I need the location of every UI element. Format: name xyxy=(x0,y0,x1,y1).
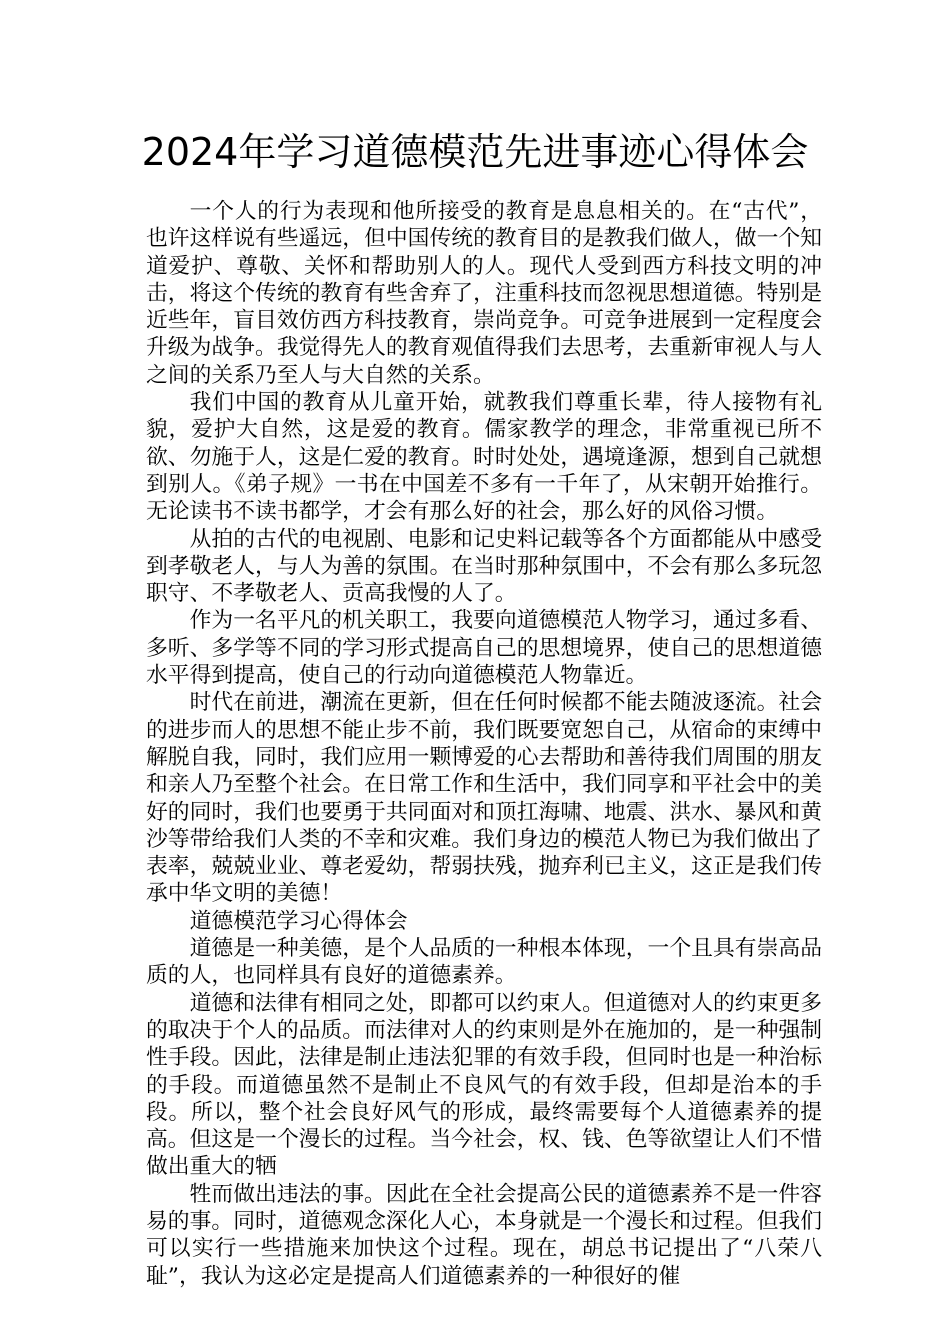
paragraph: 道德是一种美德，是个人品质的一种根本体现，一个且具有崇高品质的人，也同样具有良好的道德素养。 xyxy=(146,936,822,989)
document-title: 2024年学习道德模范先进事迹心得体会 xyxy=(141,130,809,174)
paragraph: 一个人的行为表现和他所接受的教育是息息相关的。在“古代”，也许这样说有些遥远，但中国传统的教育目的是教我们做人，做一个知道爱护、尊敬、关怀和帮助别人的人。现代人受到西方科技文明的冲击，将这个传统的教育有些舍弃了，注重科技而忽视思想道德。特别是近些年，盲目效仿西方科技教育，崇尚竞争。可竞争进展到一定程度会升级为战争。我觉得先人的教育观值得我们去思考，去重新审视人与人之间的关系乃至人与大自然的关系。 xyxy=(146,199,822,388)
paragraph: 从拍的古代的电视剧、电影和记史料记载等各个方面都能从中感受到孝敬老人，与人为善的氛围。在当时那种氛围中，不会有那么多玩忽职守、不孝敬老人、贡高我慢的人了。 xyxy=(146,526,822,607)
document-body xyxy=(146,198,822,1290)
paragraph: 牲而做出违法的事。因此在全社会提高公民的道德素养不是一件容易的事。同时，道德观念深化人心，本身就是一个漫长和过程。但我们可以实行一些措施来加快这个过程。现在，胡总书记提出了“八荣八耻”，我认为这必定是提高人们道德素养的一种很好的催 xyxy=(146,1181,822,1289)
paragraph: 我们中国的教育从儿童开始，就教我们尊重长辈，待人接物有礼貌，爱护大自然，这是爱的教育。儒家教学的理念，非常重视已所不欲、勿施于人，这是仁爱的教育。时时处处，遇境逢源，想到自己就想到别人。《弟子规》一书在中国差不多有一千年了，从宋朝开始推行。无论读书不读书都学，才会有那么好的社会，那么好的风俗习惯。 xyxy=(146,390,822,525)
paragraph: 作为一名平凡的机关职工，我要向道德模范人物学习，通过多看、多听、多学等不同的学习形式提高自己的思想境界，使自己的思想道德水平得到提高，使自己的行动向道德模范人物靠近。 xyxy=(146,608,822,689)
paragraph: 道德和法律有相同之处，即都可以约束人。但道德对人的约束更多的取决于个人的品质。而法律对人的约束则是外在施加的，是一种强制性手段。因此，法律是制止违法犯罪的有效手段，但同时也是一种治标的手段。而道德虽然不是制止不良风气的有效手段，但却是治本的手段。所以，整个社会良好风气的形成，最终需要每个人道德素养的提高。但这是一个漫长的过程。当今社会，权、钱、色等欲望让人们不惜做出重大的牺 xyxy=(146,990,822,1180)
section-heading: 道德模范学习心得体会 xyxy=(189,908,408,934)
paragraph: 时代在前进，潮流在更新，但在任何时候都不能去随波逐流。社会的进步而人的思想不能止步不前，我们既要宽恕自己，从宿命的束缚中解脱自我，同时，我们应用一颗博爱的心去帮助和善待我们周围的朋友和亲人乃至整个社会。在日常工作和生活中，我们同享和平社会中的美好的同时，我们也要勇于共同面对和顶扛海啸、地震、洪水、暴风和黄沙等带给我们人类的不幸和灾难。我们身边的模范人物已为我们做出了表率，兢兢业业、尊老爱幼，帮弱扶残，抛弃利已主义，这正是我们传承中华文明的美德！ xyxy=(146,690,822,907)
